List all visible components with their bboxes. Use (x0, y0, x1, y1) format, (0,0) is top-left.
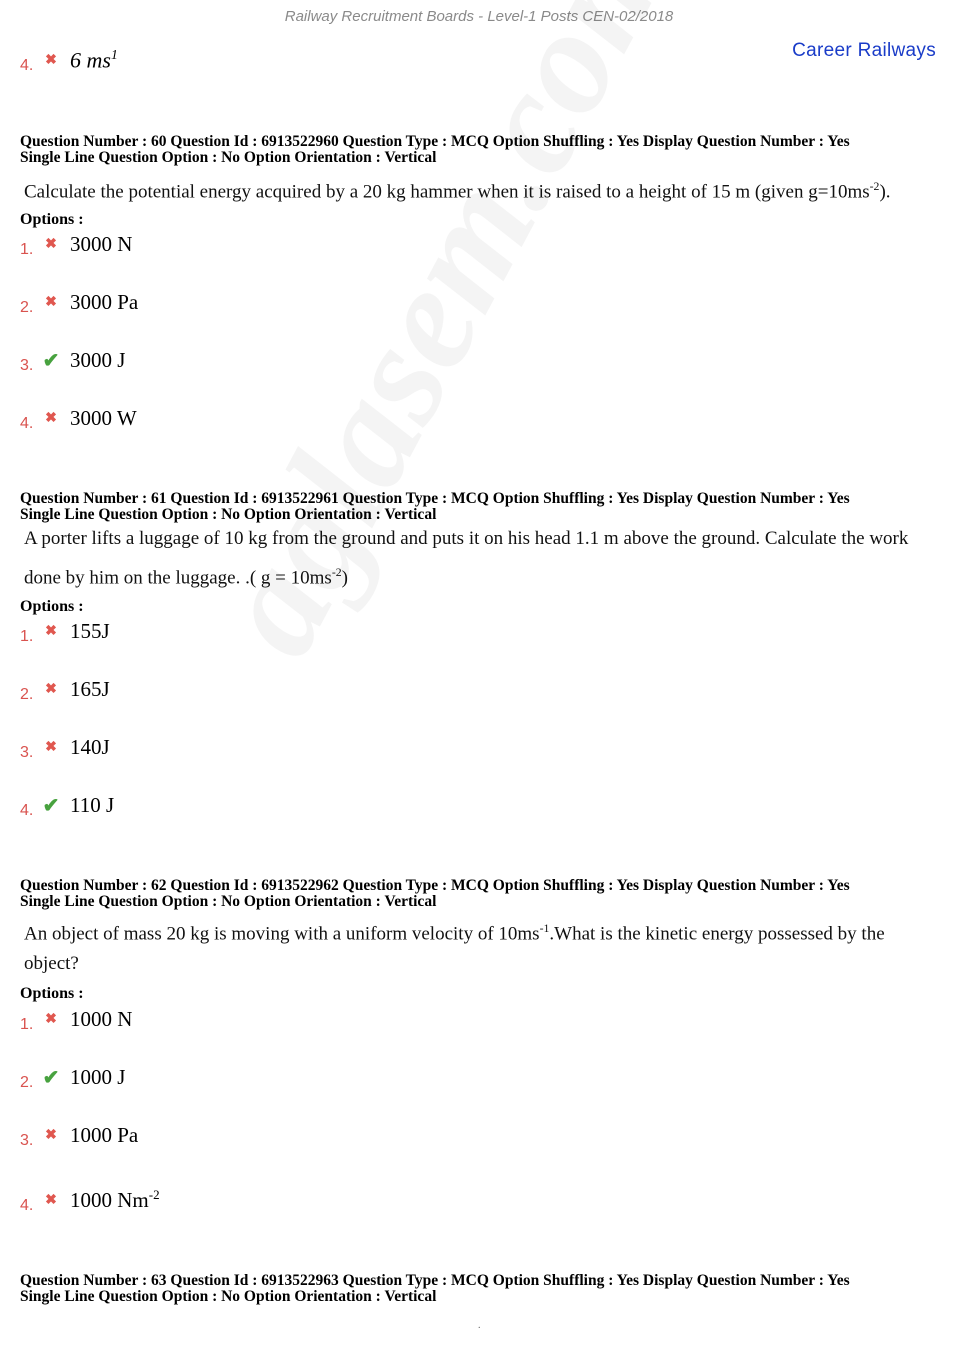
option-text: 3000 Pa (70, 289, 139, 314)
prev-option-4 (20, 45, 118, 75)
cross-icon: ✖ (45, 1011, 57, 1027)
option-q60-3[interactable] (20, 345, 125, 375)
brand-link[interactable]: Career Railways (792, 40, 936, 61)
option-text: 3000 J (70, 347, 126, 372)
option-q62-2[interactable] (20, 1062, 125, 1092)
option-q61-3[interactable] (20, 732, 110, 762)
check-icon: ✔ (42, 1066, 60, 1089)
option-q61-2[interactable] (20, 674, 110, 704)
option-number: 1. (20, 241, 34, 258)
option-text: 1000 N (70, 1006, 133, 1031)
option-text: 165J (70, 676, 110, 701)
option-text: 3000 W (70, 405, 137, 430)
question-meta-line-1: Question Number : 61 Question Id : 6913522961 Question Type : MCQ Option Shuffling : Yes Display Question Number : Yes (20, 490, 850, 507)
question-text: A porter lifts a luggage of 10 kg from the ground and puts it on his head 1.1 m above the ground. Calculate the work done by him on the luggage. .( $g = 10ms^{-2}$) (24, 528, 909, 589)
option-text: 1000 Pa (70, 1122, 139, 1147)
cross-icon: ✖ (45, 294, 57, 310)
question-meta (20, 134, 940, 166)
option-text: 155J (70, 618, 110, 643)
option-number: 3. (20, 744, 34, 761)
question-meta-line-1: Question Number : 60 Question Id : 6913522960 Question Type : MCQ Option Shuffling : Yes Display Question Number : Yes (20, 133, 850, 150)
question-text: Calculate the potential energy acquired by a 20 kg hammer when it is raised to a height of 15 m (given $g=10ms^{-2}$). (24, 180, 891, 203)
question-text: An object of mass 20 kg is moving with a uniform velocity of $10ms^{-1}.What$ is the kinetic energy possessed by the object? (24, 922, 885, 975)
option-q60-1[interactable] (20, 229, 132, 259)
option-number: 1. (20, 628, 34, 645)
option-q62-3[interactable] (20, 1120, 138, 1150)
option-q60-4[interactable] (20, 403, 137, 433)
page-header: Railway Recruitment Boards - Level-1 Posts CEN-02/2018 (284, 8, 674, 25)
options-label: Options : (20, 211, 84, 228)
option-text: 140J (70, 734, 110, 759)
cross-icon: ✖ (45, 52, 57, 68)
cross-icon: ✖ (45, 739, 57, 755)
option-number: 2. (20, 1074, 34, 1091)
option-q61-4[interactable] (20, 790, 114, 820)
question-meta (20, 1273, 940, 1305)
option-number: 4. (20, 415, 34, 432)
option-number: 4. (20, 57, 34, 74)
check-icon: ✔ (42, 794, 60, 817)
options-label: Options : (20, 598, 84, 615)
option-text: 1000 $Nm^{-2}$ (70, 1187, 160, 1212)
option-q62-1[interactable] (20, 1004, 132, 1034)
question-meta-line-2: Single Line Question Option : No Option Orientation : Vertical (20, 1288, 437, 1305)
cross-icon: ✖ (45, 410, 57, 426)
option-number: 4. (20, 1197, 34, 1214)
option-number: 4. (20, 802, 34, 819)
option-q62-4[interactable] (20, 1185, 160, 1215)
option-q60-2[interactable] (20, 287, 138, 317)
cross-icon: ✖ (45, 236, 57, 252)
question-meta-line-1: Question Number : 62 Question Id : 6913522962 Question Type : MCQ Option Shuffling : Yes Display Question Number : Yes (20, 877, 850, 894)
option-number: 3. (20, 1132, 34, 1149)
option-number: 1. (20, 1016, 34, 1033)
question-meta (20, 491, 940, 523)
page-dot: . (478, 1320, 481, 1331)
cross-icon: ✖ (45, 1192, 57, 1208)
option-text: 3000 N (70, 231, 133, 256)
option-text: 1000 J (70, 1064, 126, 1089)
option-number: 3. (20, 357, 34, 374)
option-number: 2. (20, 686, 34, 703)
check-icon: ✔ (42, 349, 60, 372)
question-meta (20, 878, 940, 910)
cross-icon: ✖ (45, 1127, 57, 1143)
option-text: 6 $ms^1$ (70, 46, 118, 73)
question-meta-line-2: Single Line Question Option : No Option Orientation : Vertical (20, 149, 437, 166)
question-meta-line-2: Single Line Question Option : No Option Orientation : Vertical (20, 506, 437, 523)
option-q61-1[interactable] (20, 616, 110, 646)
question-meta-line-1: Question Number : 63 Question Id : 6913522963 Question Type : MCQ Option Shuffling : Yes Display Question Number : Yes (20, 1272, 850, 1289)
cross-icon: ✖ (45, 681, 57, 697)
options-label: Options : (20, 985, 84, 1002)
cross-icon: ✖ (45, 623, 57, 639)
question-meta-line-2: Single Line Question Option : No Option Orientation : Vertical (20, 893, 437, 910)
option-number: 2. (20, 299, 34, 316)
option-text: 110 J (70, 792, 115, 817)
